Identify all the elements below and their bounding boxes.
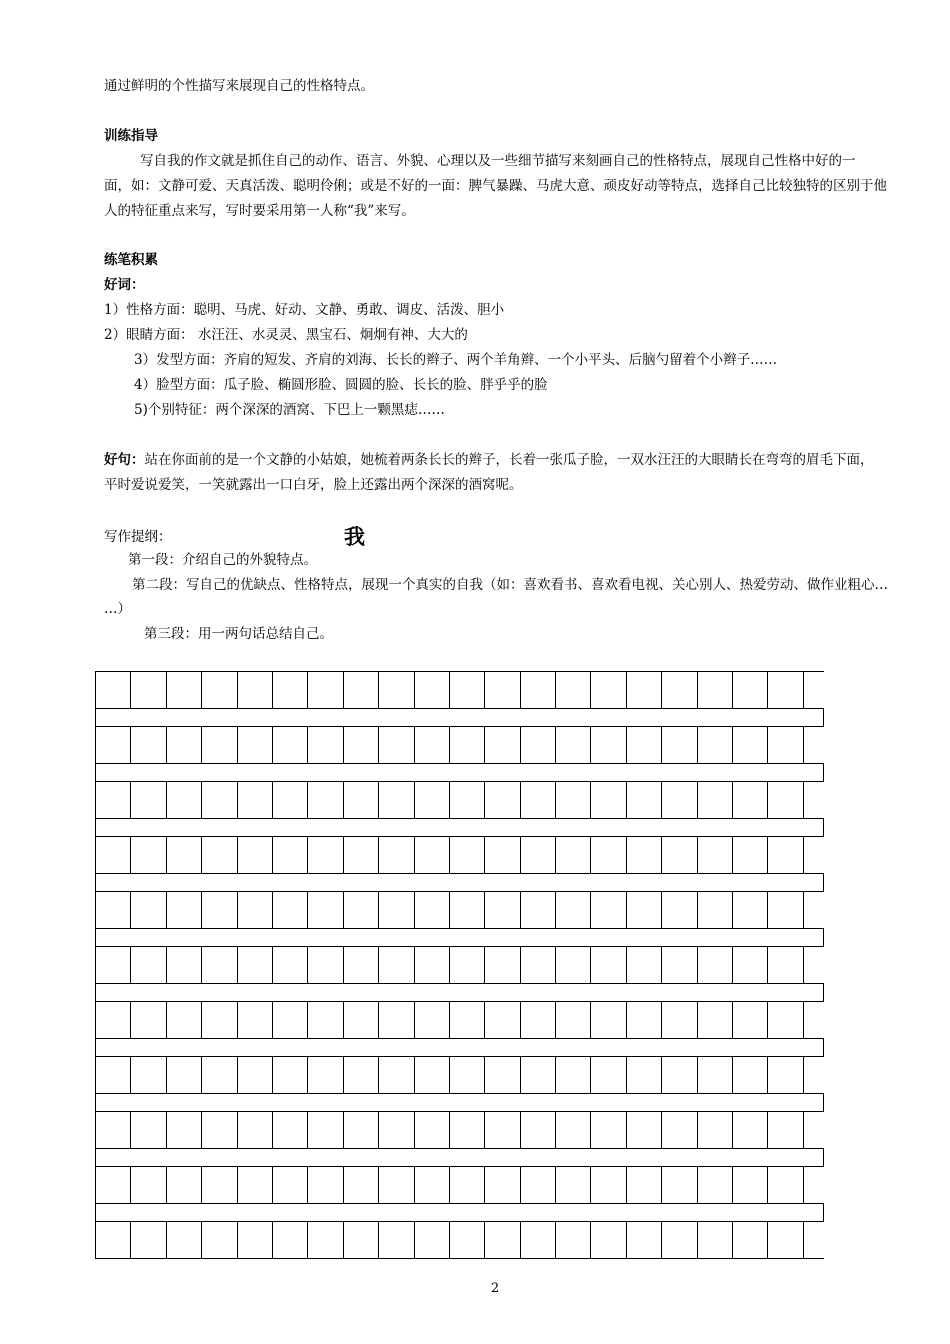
- grid-cell[interactable]: [556, 1002, 591, 1038]
- grid-cell[interactable]: [733, 672, 768, 708]
- grid-cell[interactable]: [591, 1167, 626, 1203]
- grid-cell[interactable]: [202, 782, 237, 818]
- grid-cell[interactable]: [96, 1222, 131, 1258]
- grid-cell[interactable]: [768, 892, 803, 928]
- grid-cell[interactable]: [521, 782, 556, 818]
- grid-cell[interactable]: [96, 782, 131, 818]
- grid-row-gap: [96, 1203, 824, 1221]
- grid-cell[interactable]: [591, 1112, 626, 1148]
- grid-row: [96, 1166, 824, 1203]
- grid-cell[interactable]: [450, 727, 485, 763]
- grid-cell[interactable]: [273, 947, 308, 983]
- guidance-line-2: 面，如：文静可爱、天真活泼、聪明伶俐；或是不好的一面：脾气暴躁、马虎大意、顽皮好动等特点，选择自己比较独特的区别于他: [104, 178, 887, 194]
- outline-para-1: 第一段：介绍自己的外貌特点。: [128, 552, 317, 568]
- grid-cell[interactable]: [273, 672, 308, 708]
- grid-cell[interactable]: [627, 1002, 662, 1038]
- grid-cell[interactable]: [273, 1112, 308, 1148]
- practice-heading: 练笔积累: [104, 252, 158, 268]
- grid-cell[interactable]: [308, 892, 343, 928]
- grid-cell[interactable]: [485, 1002, 520, 1038]
- grid-cell[interactable]: [768, 782, 803, 818]
- grid-cell[interactable]: [733, 1167, 768, 1203]
- grid-cell[interactable]: [662, 672, 697, 708]
- grid-cell[interactable]: [415, 1002, 450, 1038]
- grid-cell[interactable]: [379, 1002, 414, 1038]
- grid-cell[interactable]: [238, 1167, 273, 1203]
- grid-cell[interactable]: [273, 727, 308, 763]
- good-sentence-label: 好句：: [104, 452, 145, 468]
- grid-cell[interactable]: [96, 1167, 131, 1203]
- grid-cell[interactable]: [344, 947, 379, 983]
- grid-cell[interactable]: [450, 1167, 485, 1203]
- grid-cell[interactable]: [521, 837, 556, 873]
- grid-cell[interactable]: [273, 1002, 308, 1038]
- grid-row-gap: [96, 1093, 824, 1111]
- grid-cell[interactable]: [485, 1222, 520, 1258]
- grid-cell[interactable]: [556, 1057, 591, 1093]
- grid-row-gap: [96, 873, 824, 891]
- grid-cell[interactable]: [202, 892, 237, 928]
- grid-cell[interactable]: [662, 947, 697, 983]
- grid-cell[interactable]: [344, 782, 379, 818]
- grid-cell[interactable]: [485, 727, 520, 763]
- grid-cell[interactable]: [379, 892, 414, 928]
- grid-cell[interactable]: [167, 1112, 202, 1148]
- grid-cell[interactable]: [627, 837, 662, 873]
- grid-cell[interactable]: [698, 947, 733, 983]
- outline-para-3: 第三段：用一两句话总结自己。: [144, 626, 333, 642]
- grid-cell[interactable]: [733, 782, 768, 818]
- grid-cell[interactable]: [662, 1167, 697, 1203]
- grid-row: [96, 726, 824, 763]
- grid-cell[interactable]: [698, 1057, 733, 1093]
- grid-cell[interactable]: [627, 782, 662, 818]
- grid-row: [96, 1221, 824, 1258]
- grid-cell[interactable]: [308, 837, 343, 873]
- grid-cell[interactable]: [415, 837, 450, 873]
- grid-cell[interactable]: [450, 892, 485, 928]
- grid-cell[interactable]: [273, 782, 308, 818]
- grid-cell[interactable]: [308, 782, 343, 818]
- grid-cell[interactable]: [238, 1002, 273, 1038]
- grid-cell[interactable]: [308, 1222, 343, 1258]
- grid-cell[interactable]: [662, 727, 697, 763]
- grid-cell[interactable]: [415, 672, 450, 708]
- grid-cell[interactable]: [131, 672, 166, 708]
- grid-cell[interactable]: [308, 1002, 343, 1038]
- grid-cell[interactable]: [415, 1057, 450, 1093]
- grid-cell[interactable]: [698, 727, 733, 763]
- grid-cell[interactable]: [131, 1112, 166, 1148]
- grid-cell[interactable]: [485, 1057, 520, 1093]
- grid-cell[interactable]: [344, 837, 379, 873]
- grid-cell[interactable]: [379, 727, 414, 763]
- grid-cell[interactable]: [733, 837, 768, 873]
- grid-cell[interactable]: [627, 672, 662, 708]
- grid-cell[interactable]: [273, 1222, 308, 1258]
- word-item: 4）脸型方面：瓜子脸、椭圆形脸、圆圆的脸、长长的脸、胖乎乎的脸: [134, 377, 548, 393]
- grid-cell[interactable]: [521, 1112, 556, 1148]
- grid-cell[interactable]: [131, 1002, 166, 1038]
- grid-cell[interactable]: [379, 782, 414, 818]
- grid-row: [96, 1001, 824, 1038]
- grid-cell[interactable]: [96, 1002, 131, 1038]
- grid-cell[interactable]: [379, 1112, 414, 1148]
- outline-label: 写作提纲：: [104, 529, 172, 545]
- grid-cell[interactable]: [273, 892, 308, 928]
- grid-cell[interactable]: [344, 672, 379, 708]
- grid-cell[interactable]: [96, 672, 131, 708]
- grid-cell[interactable]: [591, 1222, 626, 1258]
- grid-cell[interactable]: [627, 727, 662, 763]
- grid-cell[interactable]: [450, 1112, 485, 1148]
- grid-cell[interactable]: [450, 947, 485, 983]
- grid-cell[interactable]: [238, 672, 273, 708]
- grid-cell[interactable]: [202, 727, 237, 763]
- grid-cell[interactable]: [379, 947, 414, 983]
- grid-cell[interactable]: [627, 1167, 662, 1203]
- grid-cell[interactable]: [662, 1002, 697, 1038]
- grid-cell[interactable]: [733, 1002, 768, 1038]
- grid-row-gap: [96, 818, 824, 836]
- grid-cell[interactable]: [202, 672, 237, 708]
- grid-cell[interactable]: [556, 782, 591, 818]
- grid-cell[interactable]: [131, 727, 166, 763]
- grid-cell[interactable]: [627, 1057, 662, 1093]
- grid-cell[interactable]: [238, 1222, 273, 1258]
- grid-cell[interactable]: [591, 1057, 626, 1093]
- grid-cell[interactable]: [308, 1057, 343, 1093]
- grid-cell[interactable]: [768, 672, 803, 708]
- grid-cell[interactable]: [521, 727, 556, 763]
- grid-cell[interactable]: [733, 1112, 768, 1148]
- grid-cell[interactable]: [96, 892, 131, 928]
- grid-cell[interactable]: [308, 947, 343, 983]
- grid-cell[interactable]: [485, 1167, 520, 1203]
- grid-cell[interactable]: [698, 1002, 733, 1038]
- good-sentence-line-2: 平时爱说爱笑，一笑就露出一口白牙，脸上还露出两个深深的酒窝呢。: [104, 477, 523, 493]
- grid-cell[interactable]: [556, 837, 591, 873]
- grid-cell[interactable]: [344, 892, 379, 928]
- grid-cell[interactable]: [733, 1057, 768, 1093]
- grid-cell[interactable]: [238, 782, 273, 818]
- grid-cell[interactable]: [591, 1002, 626, 1038]
- word-item: 2）眼睛方面： 水汪汪、水灵灵、黑宝石、炯炯有神、大大的: [104, 327, 468, 343]
- guidance-line-3: 人的特征重点来写，写时要采用第一人称“我”来写。: [104, 203, 415, 219]
- grid-cell[interactable]: [450, 837, 485, 873]
- grid-cell[interactable]: [733, 892, 768, 928]
- good-sentence-line-1: [104, 451, 874, 469]
- grid-cell[interactable]: [768, 1002, 803, 1038]
- grid-cell[interactable]: [379, 1057, 414, 1093]
- grid-cell[interactable]: [167, 947, 202, 983]
- grid-cell[interactable]: [96, 837, 131, 873]
- grid-row-gap: [96, 928, 824, 946]
- grid-cell[interactable]: [415, 782, 450, 818]
- grid-cell[interactable]: [698, 837, 733, 873]
- grid-cell[interactable]: [202, 837, 237, 873]
- grid-cell[interactable]: [415, 1167, 450, 1203]
- grid-cell[interactable]: [698, 672, 733, 708]
- grid-cell[interactable]: [521, 892, 556, 928]
- grid-cell[interactable]: [96, 947, 131, 983]
- grid-cell[interactable]: [344, 1222, 379, 1258]
- grid-cell[interactable]: [768, 1057, 803, 1093]
- grid-cell[interactable]: [308, 727, 343, 763]
- grid-cell[interactable]: [344, 1167, 379, 1203]
- grid-cell[interactable]: [96, 1112, 131, 1148]
- grid-cell[interactable]: [768, 1167, 803, 1203]
- grid-cell[interactable]: [415, 892, 450, 928]
- grid-cell[interactable]: [485, 837, 520, 873]
- grid-cell[interactable]: [238, 892, 273, 928]
- grid-cell[interactable]: [556, 1167, 591, 1203]
- grid-cell[interactable]: [591, 782, 626, 818]
- grid-row: [96, 836, 824, 873]
- grid-cell[interactable]: [379, 1222, 414, 1258]
- grid-cell[interactable]: [131, 947, 166, 983]
- grid-row: [96, 946, 824, 983]
- grid-cell[interactable]: [698, 782, 733, 818]
- grid-cell[interactable]: [167, 1057, 202, 1093]
- grid-cell[interactable]: [379, 672, 414, 708]
- grid-cell[interactable]: [521, 1057, 556, 1093]
- grid-cell[interactable]: [768, 1222, 803, 1258]
- grid-cell[interactable]: [450, 1002, 485, 1038]
- grid-cell[interactable]: [131, 837, 166, 873]
- grid-cell[interactable]: [238, 947, 273, 983]
- grid-cell[interactable]: [273, 837, 308, 873]
- grid-cell[interactable]: [485, 672, 520, 708]
- grid-cell[interactable]: [591, 727, 626, 763]
- grid-cell[interactable]: [131, 1222, 166, 1258]
- grid-cell[interactable]: [167, 1002, 202, 1038]
- grid-cell[interactable]: [768, 837, 803, 873]
- grid-cell[interactable]: [698, 1112, 733, 1148]
- grid-cell[interactable]: [344, 1057, 379, 1093]
- grid-cell[interactable]: [662, 837, 697, 873]
- grid-row-gap: [96, 983, 824, 1001]
- grid-row-gap: [96, 763, 824, 781]
- word-item: 1）性格方面：聪明、马虎、好动、文静、勇敢、调皮、活泼、胆小: [104, 302, 505, 318]
- grid-cell[interactable]: [591, 837, 626, 873]
- grid-cell[interactable]: [308, 1167, 343, 1203]
- grid-cell[interactable]: [556, 672, 591, 708]
- grid-cell[interactable]: [521, 672, 556, 708]
- grid-cell[interactable]: [733, 727, 768, 763]
- word-item: 3）发型方面：齐肩的短发、齐肩的刘海、长长的辫子、两个羊角辫、一个小平头、后脑勺留着个小辫子……: [134, 352, 778, 368]
- grid-cell[interactable]: [485, 892, 520, 928]
- grid-cell[interactable]: [344, 1002, 379, 1038]
- grid-row: [96, 781, 824, 818]
- grid-cell[interactable]: [167, 782, 202, 818]
- grid-cell[interactable]: [96, 727, 131, 763]
- grid-cell[interactable]: [627, 947, 662, 983]
- grid-cell[interactable]: [238, 837, 273, 873]
- grid-cell[interactable]: [308, 1112, 343, 1148]
- intro-text: 通过鲜明的个性描写来展现自己的性格特点。: [104, 78, 374, 94]
- grid-cell[interactable]: [450, 672, 485, 708]
- word-item: 5)个别特征：两个深深的酒窝、下巴上一颗黑痣……: [134, 402, 445, 418]
- grid-cell[interactable]: [344, 727, 379, 763]
- grid-cell[interactable]: [167, 727, 202, 763]
- grid-cell[interactable]: [202, 1222, 237, 1258]
- grid-row-gap: [96, 1148, 824, 1166]
- grid-cell[interactable]: [733, 947, 768, 983]
- grid-cell[interactable]: [167, 1167, 202, 1203]
- grid-cell[interactable]: [556, 1112, 591, 1148]
- grid-cell[interactable]: [96, 1057, 131, 1093]
- grid-cell[interactable]: [556, 727, 591, 763]
- grid-cell[interactable]: [131, 892, 166, 928]
- grid-cell[interactable]: [202, 1112, 237, 1148]
- page-number: 2: [490, 1281, 500, 1296]
- grid-cell[interactable]: [591, 892, 626, 928]
- grid-bottom-border: [96, 1258, 824, 1259]
- grid-cell[interactable]: [662, 1112, 697, 1148]
- grid-cell[interactable]: [202, 1167, 237, 1203]
- grid-cell[interactable]: [131, 782, 166, 818]
- grid-cell[interactable]: [698, 892, 733, 928]
- grid-cell[interactable]: [768, 1112, 803, 1148]
- grid-row-gap: [96, 1038, 824, 1056]
- grid-cell[interactable]: [521, 1167, 556, 1203]
- outline-para-2-line-1: 第二段：写自己的优缺点、性格特点，展现一个真实的自我（如：喜欢看书、喜欢看电视、关心别人、热爱劳动、做作业粗心…: [132, 577, 888, 593]
- grid-cell[interactable]: [556, 892, 591, 928]
- grid-cell[interactable]: [591, 947, 626, 983]
- grid-cell[interactable]: [202, 947, 237, 983]
- grid-cell[interactable]: [415, 1112, 450, 1148]
- grid-cell[interactable]: [131, 1167, 166, 1203]
- grid-cell[interactable]: [238, 1112, 273, 1148]
- grid-cell[interactable]: [202, 1002, 237, 1038]
- grid-cell[interactable]: [662, 782, 697, 818]
- grid-cell[interactable]: [521, 947, 556, 983]
- grid-row: [96, 1056, 824, 1093]
- grid-cell[interactable]: [273, 1167, 308, 1203]
- grid-row: [96, 1111, 824, 1148]
- grid-cell[interactable]: [344, 1112, 379, 1148]
- grid-cell[interactable]: [733, 1222, 768, 1258]
- grid-cell[interactable]: [167, 672, 202, 708]
- guidance-line-1: 写自我的作文就是抓住自己的动作、语言、外貌、心理以及一些细节描写来刻画自己的性格特点，展现自己性格中好的一: [140, 153, 856, 169]
- grid-cell[interactable]: [131, 1057, 166, 1093]
- grid-cell[interactable]: [308, 672, 343, 708]
- grid-row: [96, 891, 824, 928]
- grid-cell[interactable]: [768, 727, 803, 763]
- grid-cell[interactable]: [450, 782, 485, 818]
- grid-cell[interactable]: [167, 837, 202, 873]
- grid-cell[interactable]: [485, 1112, 520, 1148]
- grid-cell[interactable]: [379, 837, 414, 873]
- grid-cell[interactable]: [167, 1222, 202, 1258]
- grid-cell[interactable]: [202, 1057, 237, 1093]
- grid-cell[interactable]: [450, 1222, 485, 1258]
- grid-cell[interactable]: [521, 1222, 556, 1258]
- good-sentence-text: 站在你面前的是一个文静的小姑娘，她梳着两条长长的辫子，长着一张瓜子脸，一双水汪汪的大眼睛长在弯弯的眉毛下面，: [144, 452, 874, 468]
- grid-cell[interactable]: [167, 892, 202, 928]
- grid-cell[interactable]: [450, 1057, 485, 1093]
- grid-cell[interactable]: [556, 947, 591, 983]
- good-words-label: 好词：: [104, 277, 145, 293]
- grid-cell[interactable]: [627, 1112, 662, 1148]
- grid-cell[interactable]: [591, 672, 626, 708]
- grid-cell[interactable]: [485, 782, 520, 818]
- outline-para-2-line-2: …）: [104, 601, 131, 617]
- grid-row-gap: [96, 708, 824, 726]
- grid-cell[interactable]: [485, 947, 520, 983]
- grid-row: [96, 671, 824, 708]
- grid-cell[interactable]: [698, 1222, 733, 1258]
- grid-cell[interactable]: [415, 947, 450, 983]
- grid-cell[interactable]: [662, 1057, 697, 1093]
- grid-cell[interactable]: [521, 1002, 556, 1038]
- grid-cell[interactable]: [415, 727, 450, 763]
- grid-cell[interactable]: [556, 1222, 591, 1258]
- grid-cell[interactable]: [627, 1222, 662, 1258]
- grid-cell[interactable]: [273, 1057, 308, 1093]
- grid-cell[interactable]: [627, 892, 662, 928]
- grid-cell[interactable]: [662, 1222, 697, 1258]
- grid-cell[interactable]: [662, 892, 697, 928]
- essay-title: 我: [344, 525, 365, 549]
- grid-cell[interactable]: [238, 727, 273, 763]
- grid-cell[interactable]: [768, 947, 803, 983]
- grid-cell[interactable]: [238, 1057, 273, 1093]
- writing-grid: [95, 671, 824, 1259]
- grid-cell[interactable]: [379, 1167, 414, 1203]
- guidance-heading: 训练指导: [104, 128, 158, 144]
- grid-cell[interactable]: [698, 1167, 733, 1203]
- grid-cell[interactable]: [415, 1222, 450, 1258]
